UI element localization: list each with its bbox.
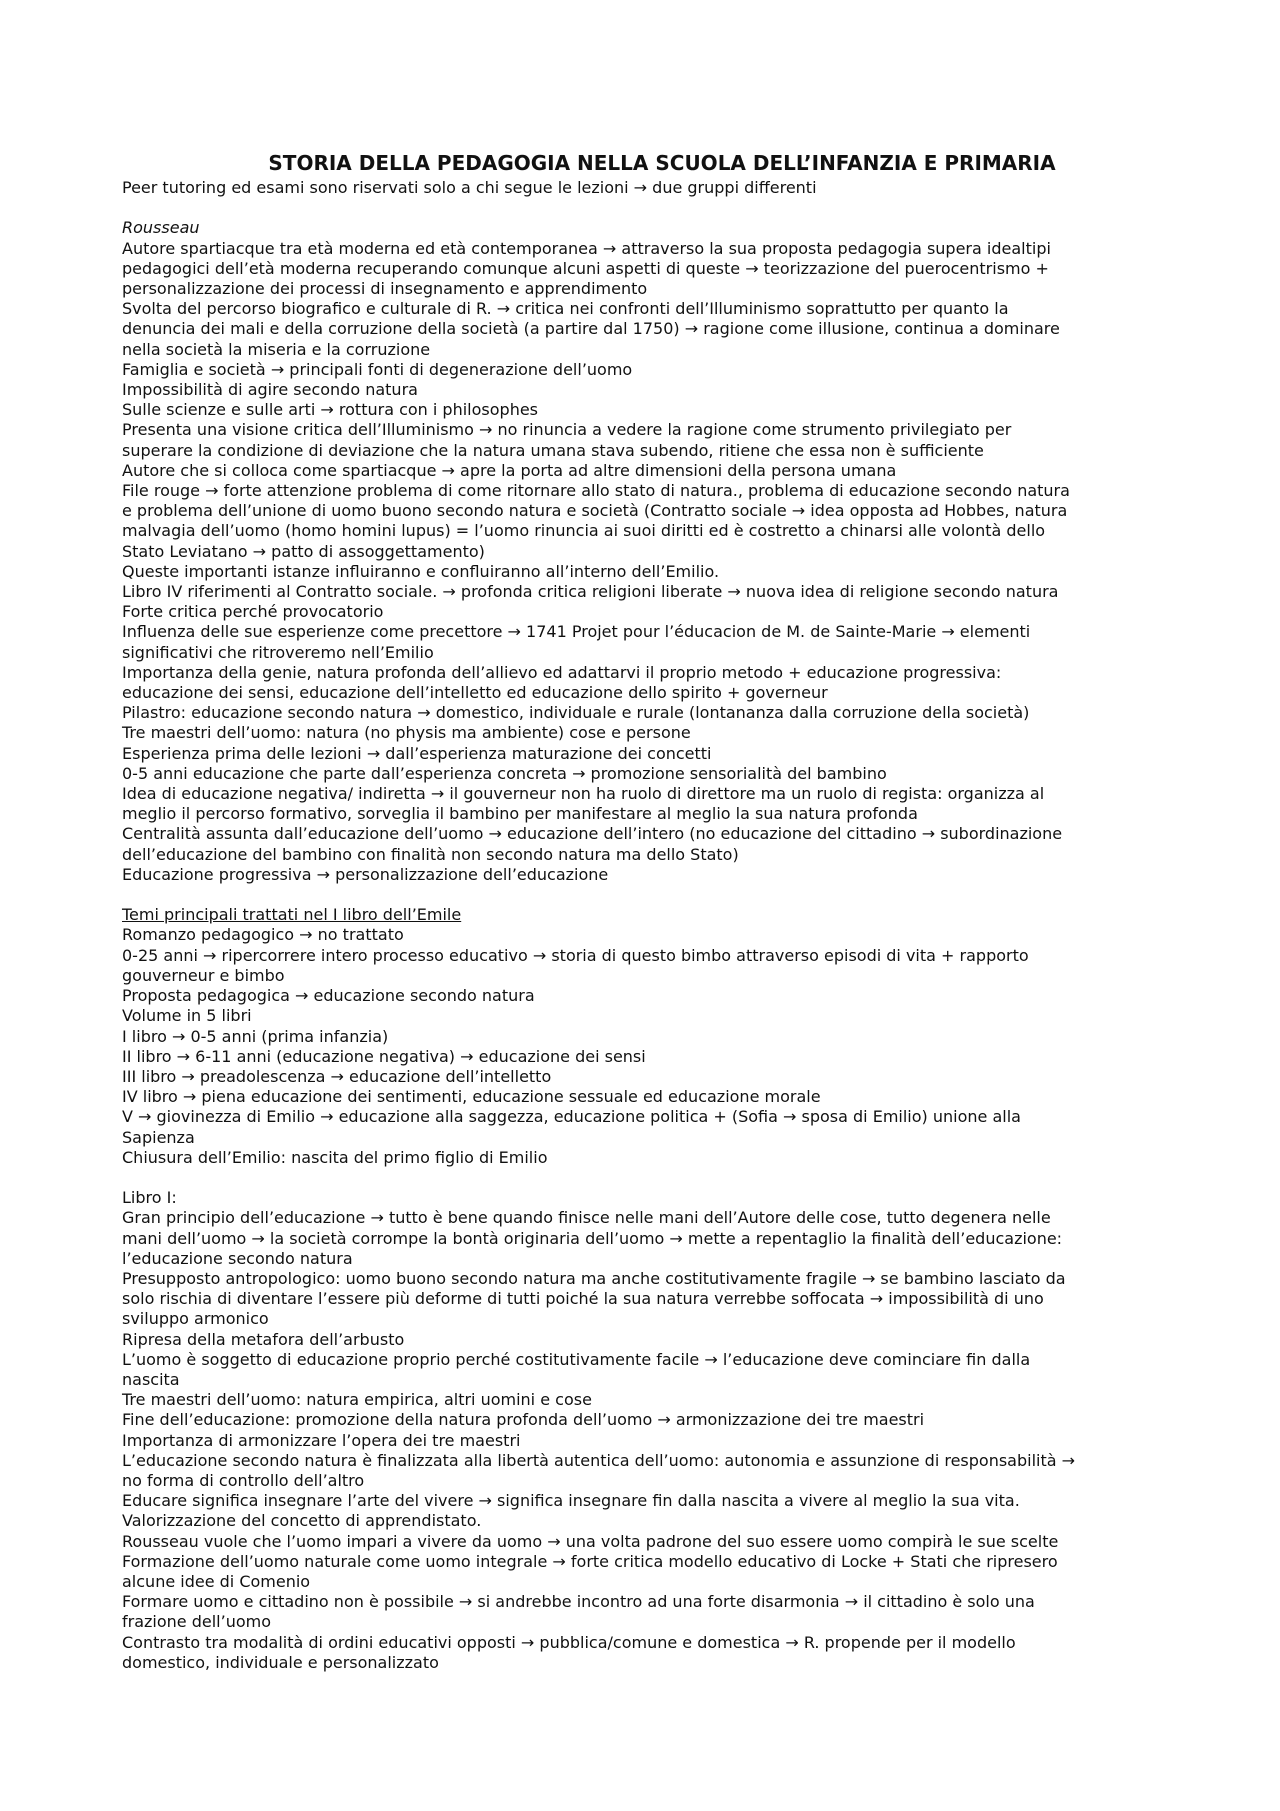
text-line: Importanza di armonizzare l’opera dei tre maestri xyxy=(122,1430,521,1450)
text-line: Ripresa della metafora dell’arbusto xyxy=(122,1329,405,1349)
text-line: II libro → 6-11 anni (educazione negativa) → educazione dei sensi xyxy=(122,1046,646,1066)
text-line: Educazione progressiva → personalizzazione dell’educazione xyxy=(122,864,609,884)
text-line: Proposta pedagogica → educazione secondo natura xyxy=(122,986,535,1006)
text-line: educazione dei sensi, educazione dell’intelletto ed educazione dello spirito + governeur xyxy=(122,683,828,703)
section-heading-rousseau: Rousseau xyxy=(122,218,200,238)
text-line: frazione dell’uomo xyxy=(122,1612,271,1632)
text-line: Contrasto tra modalità di ordini educativi opposti → pubblica/comune e domestica → R. propende per il modello xyxy=(122,1632,1016,1652)
text-line: Svolta del percorso biografico e culturale di R. → critica nei confronti dell’Illuminismo soprattutto per quanto la xyxy=(122,299,1009,319)
section-body-libro-1 xyxy=(122,1208,1180,1673)
text-line: Valorizzazione del concetto di apprendistato. xyxy=(122,1511,482,1531)
section-heading-temi: Temi principali trattati nel I libro dell’Emile xyxy=(122,905,462,925)
text-line: Formare uomo e cittadino non è possibile → si andrebbe incontro ad una forte disarmonia → il cittadino è solo una xyxy=(122,1592,1035,1612)
text-line: no forma di controllo dell’altro xyxy=(122,1470,365,1490)
text-line: Centralità assunta dall’educazione dell’uomo → educazione dell’intero (no educazione del cittadino → subordinazione xyxy=(122,824,1063,844)
intro-line: Peer tutoring ed esami sono riservati solo a chi segue le lezioni → due gruppi differenti xyxy=(122,178,817,197)
text-line: solo rischia di diventare l’essere più deforme di tutti poiché la sua natura verrebbe soffocata → impossibilità di uno xyxy=(122,1289,1044,1309)
text-line: Autore che si colloca come spartiacque → apre la porta ad altre dimensioni della persona umana xyxy=(122,460,897,480)
section-heading-libro-1: Libro I: xyxy=(122,1188,177,1208)
text-line: Stato Leviatano → patto di assoggettamento) xyxy=(122,541,485,561)
text-line: Autore spartiacque tra età moderna ed età contemporanea → attraverso la sua proposta pedagogia supera idealtipi xyxy=(122,238,1051,258)
text-line: Influenza delle sue esperienze come precettore → 1741 Projet pour l’éducacion de M. de Sainte-Marie → elementi xyxy=(122,622,1031,642)
text-line: l’educazione secondo natura xyxy=(122,1248,353,1268)
text-line: Educare significa insegnare l’arte del vivere → significa insegnare fin dalla nascita a vivere al meglio la sua vita. xyxy=(122,1491,1020,1511)
text-line: Forte critica perché provocatorio xyxy=(122,602,384,622)
text-line: nella società la miseria e la corruzione xyxy=(122,339,431,359)
text-line: meglio il percorso formativo, sorveglia il bambino per manifestare al meglio la sua natura profonda xyxy=(122,804,918,824)
text-line: Presupposto antropologico: uomo buono secondo natura ma anche costitutivamente fragile → se bambino lasciato da xyxy=(122,1268,1066,1288)
text-line: Sulle scienze e sulle arti → rottura con i philosophes xyxy=(122,400,539,420)
text-line: Fine dell’educazione: promozione della natura profonda dell’uomo → armonizzazione dei tre maestri xyxy=(122,1410,925,1430)
text-line: L’uomo è soggetto di educazione proprio perché costitutivamente facile → l’educazione deve cominciare fin dalla xyxy=(122,1349,1031,1369)
section-body-temi xyxy=(122,925,1180,1167)
text-line: gouverneur e bimbo xyxy=(122,965,285,985)
text-line: Chiusura dell’Emilio: nascita del primo figlio di Emilio xyxy=(122,1147,548,1167)
text-line: 0-25 anni → ripercorrere intero processo educativo → storia di questo bimbo attraverso episodi di vita + rapporto xyxy=(122,945,1029,965)
text-line: Presenta una visione critica dell’Illuminismo → no rinuncia a vedere la ragione come strumento privilegiato per xyxy=(122,420,1012,440)
text-line: 0-5 anni educazione che parte dall’esperienza concreta → promozione sensorialità del bambino xyxy=(122,763,887,783)
text-line: Romanzo pedagogico → no trattato xyxy=(122,925,404,945)
text-line: File rouge → forte attenzione problema di come ritornare allo stato di natura., problema di educazione secondo natura xyxy=(122,481,1070,501)
text-line: superare la condizione di deviazione che la natura umana stava subendo, ritiene che essa non è sufficiente xyxy=(122,440,984,460)
text-line: L’educazione secondo natura è finalizzata alla libertà autentica dell’uomo: autonomia e assunzione di responsabilità → xyxy=(122,1450,1076,1470)
text-line: Volume in 5 libri xyxy=(122,1006,252,1026)
text-line: Idea di educazione negativa/ indiretta → il gouverneur non ha ruolo di direttore ma un ruolo di regista: organizza al xyxy=(122,784,1045,804)
text-line: I libro → 0-5 anni (prima infanzia) xyxy=(122,1026,389,1046)
text-line: personalizzazione dei processi di insegnamento e apprendimento xyxy=(122,279,648,298)
text-line: pedagogici dell’età moderna recuperando comunque alcuni aspetti di queste → teorizzazione del puerocentrismo + xyxy=(122,258,1049,278)
text-line: significativi che ritroveremo nell’Emilio xyxy=(122,642,434,662)
spacer xyxy=(122,1168,1180,1188)
text-line: Esperienza prima delle lezioni → dall’esperienza maturazione dei concetti xyxy=(122,743,712,763)
text-line: dell’educazione del bambino con finalità non secondo natura ma dello Stato) xyxy=(122,844,739,864)
text-line: Pilastro: educazione secondo natura → domestico, individuale e rurale (lontananza dalla corruzione della società) xyxy=(122,703,1030,723)
text-line: domestico, individuale e personalizzato xyxy=(122,1652,439,1672)
text-line: Rousseau vuole che l’uomo impari a vivere da uomo → una volta padrone del suo essere uomo compirà le sue scelte xyxy=(122,1531,1059,1551)
text-line: Gran principio dell’educazione → tutto è bene quando finisce nelle mani dell’Autore delle cose, tutto degenera nelle xyxy=(122,1208,1051,1228)
text-line: Importanza della genie, natura profonda dell’allievo ed adattarvi il proprio metodo + educazione progressiva: xyxy=(122,662,1002,682)
text-line: sviluppo armonico xyxy=(122,1309,269,1329)
text-line: e problema dell’unione di uomo buono secondo natura e società (Contratto sociale → idea opposta ad Hobbes, natura xyxy=(122,501,1068,521)
text-line: Formazione dell’uomo naturale come uomo integrale → forte critica modello educativo di Locke + Stati che ripresero xyxy=(122,1551,1058,1571)
text-line: denuncia dei mali e della corruzione della società (a partire dal 1750) → ragione come illusione, continua a dominare xyxy=(122,319,1060,339)
text-line: Libro IV riferimenti al Contratto sociale. → profonda critica religioni liberate → nuova idea di religione secondo natura xyxy=(122,582,1059,602)
text-line: malvagia dell’uomo (homo homini lupus) = l’uomo rinuncia ai suoi diritti ed è costretto a chinarsi alle volontà dello xyxy=(122,521,1046,541)
text-line: Famiglia e società → principali fonti di degenerazione dell’uomo xyxy=(122,359,633,379)
text-line: Queste importanti istanze influiranno e confluiranno all’interno dell’Emilio. xyxy=(122,561,720,581)
spacer xyxy=(122,885,1180,905)
text-line: nascita xyxy=(122,1369,180,1389)
text-line: III libro → preadolescenza → educazione dell’intelletto xyxy=(122,1066,552,1086)
text-line: IV libro → piena educazione dei sentimenti, educazione sessuale ed educazione morale xyxy=(122,1087,821,1107)
text-line: alcune idee di Comenio xyxy=(122,1571,311,1591)
section-body-rousseau xyxy=(122,239,1180,886)
document-title: STORIA DELLA PEDAGOGIA NELLA SCUOLA DELL’INFANZIA E PRIMARIA xyxy=(268,151,1056,175)
text-line: Sapienza xyxy=(122,1127,195,1147)
text-line: Tre maestri dell’uomo: natura empirica, altri uomini e cose xyxy=(122,1390,592,1410)
spacer xyxy=(122,198,1180,218)
text-line: V → giovinezza di Emilio → educazione alla saggezza, educazione politica + (Sofia → sposa di Emilio) unione alla xyxy=(122,1107,1021,1127)
text-line: mani dell’uomo → la società corrompe la bontà originaria dell’uomo → mette a repentaglio la finalità dell’educazione: xyxy=(122,1228,1063,1248)
text-line: Impossibilità di agire secondo natura xyxy=(122,380,418,400)
text-line: Tre maestri dell’uomo: natura (no physis ma ambiente) cose e persone xyxy=(122,723,691,743)
